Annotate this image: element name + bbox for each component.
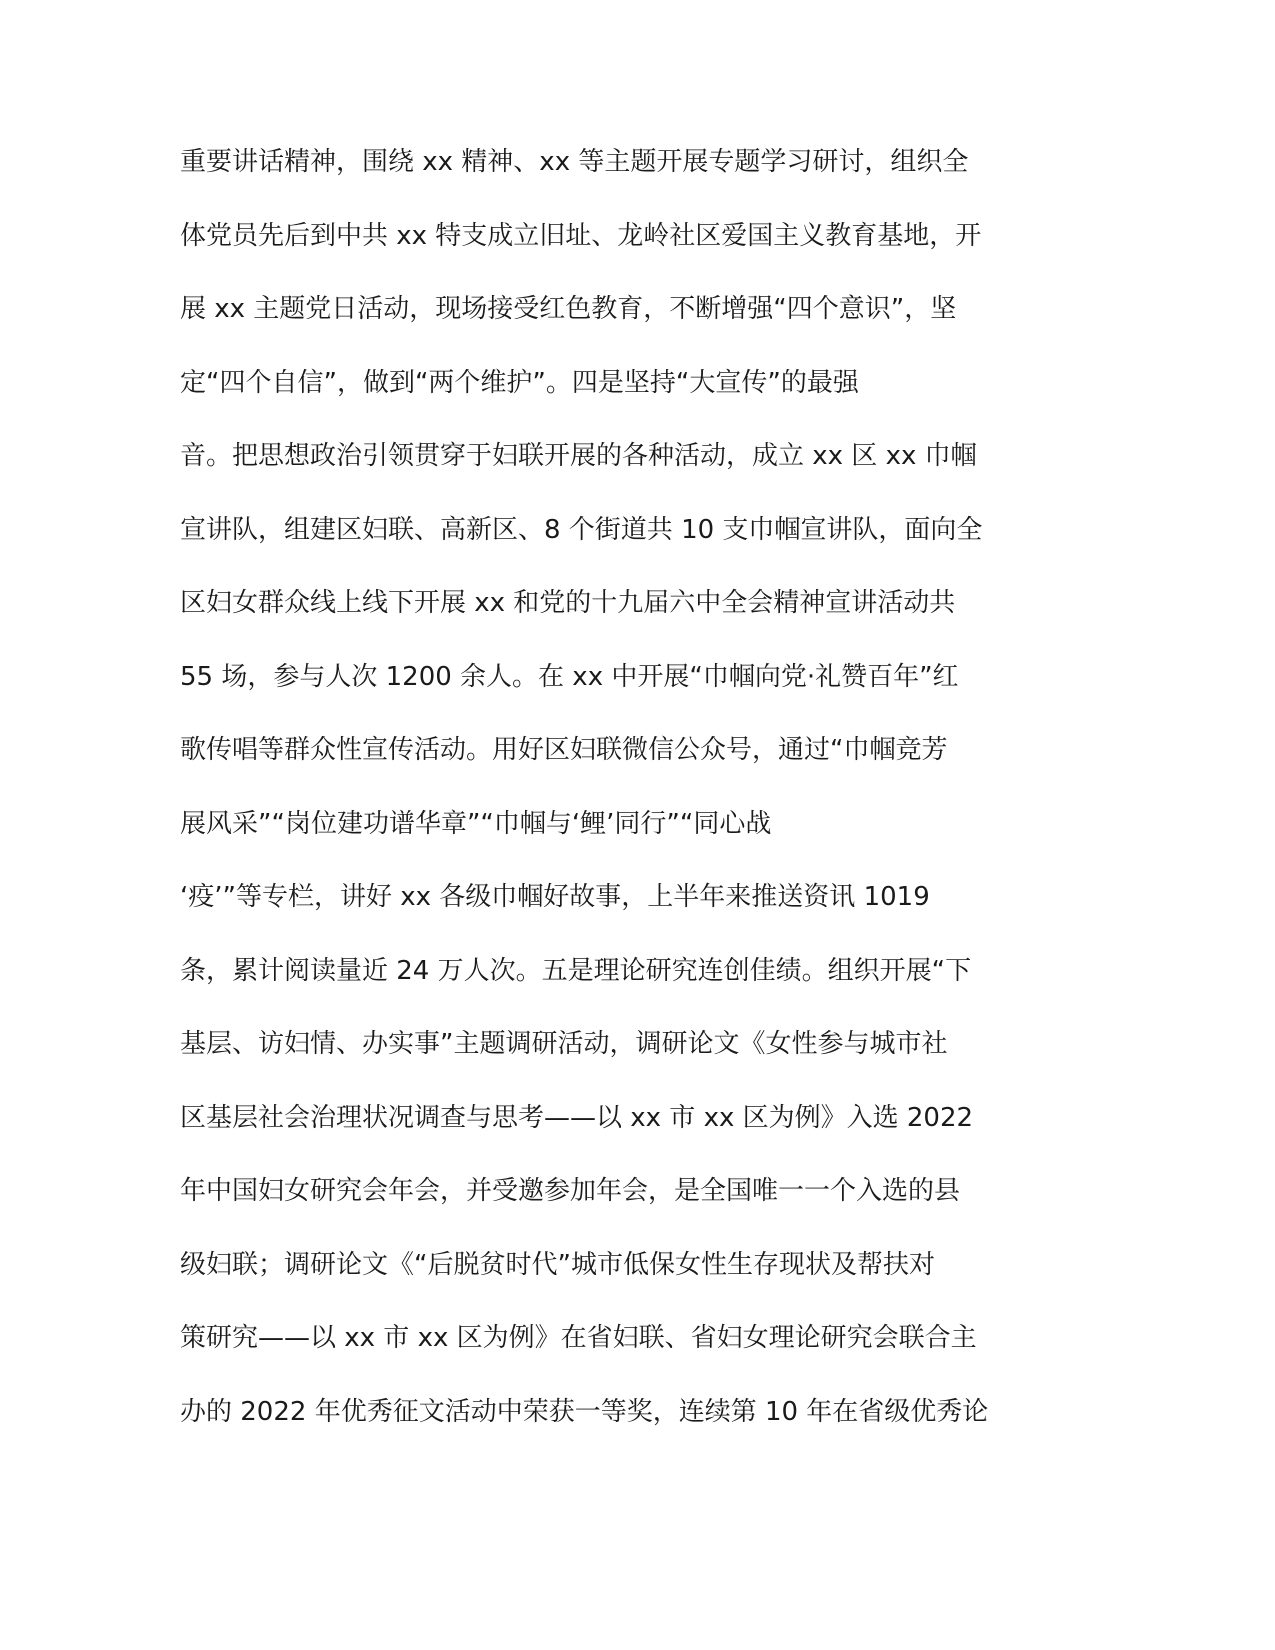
text-line-9: 歌传唱等群众性宣传活动。用好区妇联微信公众号，通过“巾帼竞芳	[180, 735, 948, 765]
text-line-8: 55 场，参与人次 1200 余人。在 xx 中开展“巾帼向党·礼赞百年”红	[180, 661, 959, 692]
text-line-1: 重要讲话精神，围绕 xx 精神、xx 等主题开展专题学习研讨，组织全	[180, 147, 969, 177]
text-line-17: 策研究——以 xx 市 xx 区为例》在省妇联、省妇女理论研究会联合主	[180, 1323, 977, 1353]
text-line-13: 基层、访妇情、办实事”主题调研活动，调研论文《女性参与城市社	[180, 1029, 948, 1059]
text-line-2: 体党员先后到中共 xx 特支成立旧址、龙岭社区爱国主义教育基地，开	[180, 220, 982, 251]
text-line-15: 年中国妇女研究会年会，并受邀参加年会，是全国唯一一个入选的县	[180, 1176, 961, 1206]
text-line-10: 展风采”“岗位建功谱华章”“巾帼与‘鲤’同行”“同心战	[180, 808, 772, 839]
body-text	[180, 137, 1040, 1460]
text-line-12: 条，累计阅读量近 24 万人次。五是理论研究连创佳绩。组织开展“下	[180, 955, 972, 986]
text-line-16: 级妇联；调研论文《“后脱贫时代”城市低保女性生存现状及帮扶对	[180, 1249, 935, 1280]
text-line-7: 区妇女群众线上线下开展 xx 和党的十九届六中全会精神宣讲活动共	[180, 588, 956, 618]
text-line-14: 区基层社会治理状况调查与思考——以 xx 市 xx 区为例》入选 2022	[180, 1102, 974, 1133]
text-line-3: 展 xx 主题党日活动，现场接受红色教育，不断增强“四个意识”，坚	[180, 294, 957, 324]
text-line-18: 办的 2022 年优秀征文活动中荣获一等奖，连续第 10 年在省级优秀论	[180, 1396, 989, 1427]
text-line-5: 音。把思想政治引领贯穿于妇联开展的各种活动，成立 xx 区 xx 巾帼	[180, 441, 977, 471]
text-line-11: ‘疫’”等专栏，讲好 xx 各级巾帼好故事，上半年来推送资讯 1019	[180, 882, 930, 912]
text-line-6: 宣讲队，组建区妇联、高新区、8 个街道共 10 支巾帼宣讲队，面向全	[180, 514, 983, 545]
text-line-4: 定“四个自信”，做到“两个维护”。四是坚持“大宣传”的最强	[180, 367, 859, 398]
